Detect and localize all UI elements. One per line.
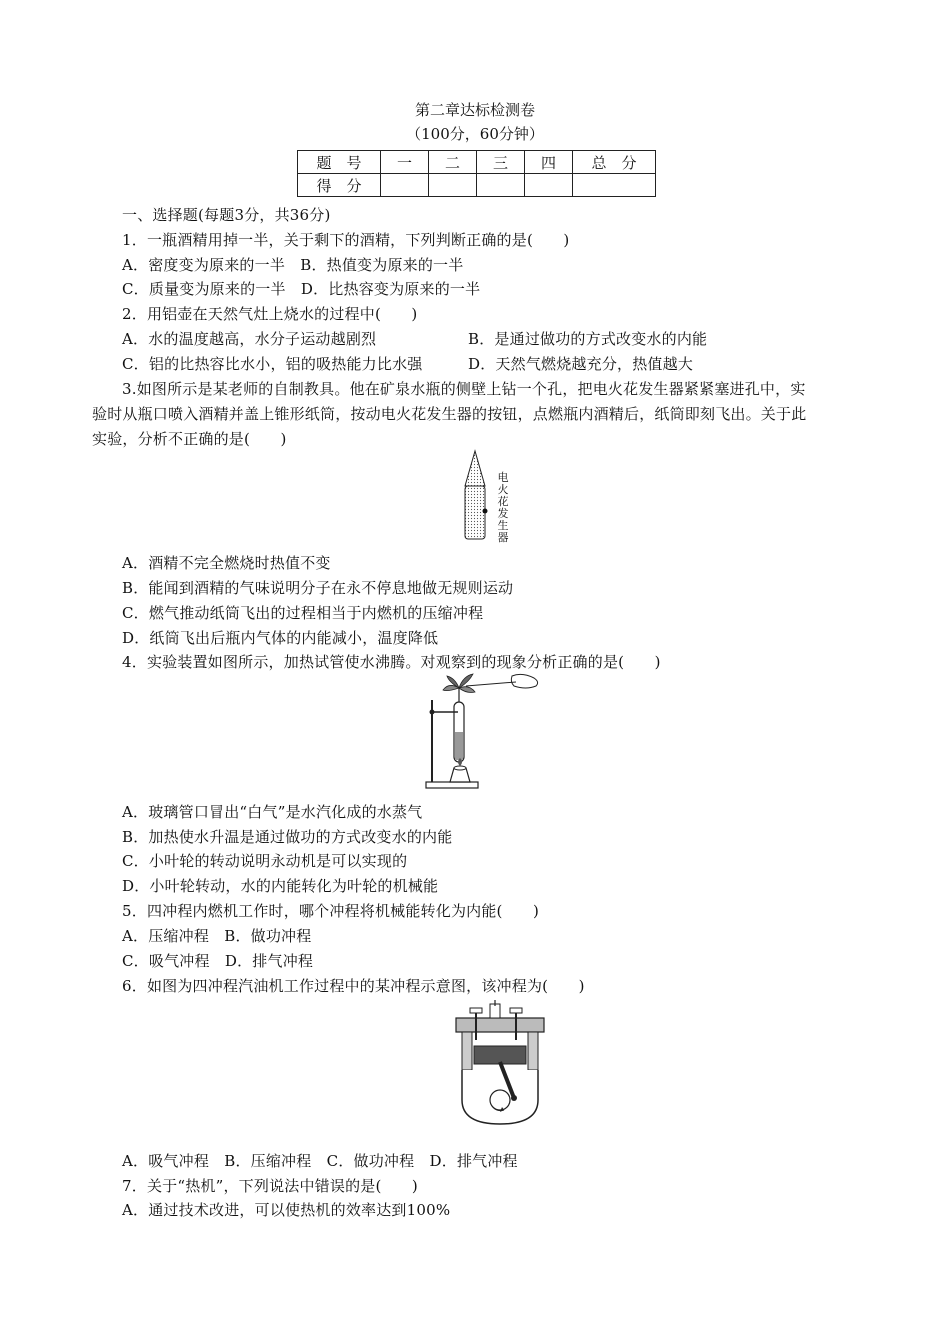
question-1-options-ab: A．密度变为原来的一半 B．热值变为原来的一半: [122, 256, 464, 274]
question-2-stem: 2．用铝壶在天然气灶上烧水的过程中( ): [122, 305, 418, 323]
test-tube-apparatus-figure: [418, 670, 548, 792]
section-title: 一、选择题(每题3分，共36分): [122, 206, 331, 224]
label-char: 生: [497, 519, 509, 532]
question-5-options-ab: A．压缩冲程 B．做功冲程: [122, 927, 312, 945]
label-char: 器: [497, 531, 509, 544]
score-table-cell: 四: [525, 151, 573, 174]
question-3-option-a: A．酒精不完全燃烧时热值不变: [122, 554, 331, 572]
question-3-option-b: B．能闻到酒精的气味说明分子在永不停息地做无规则运动: [122, 579, 514, 597]
score-input-cell[interactable]: [573, 174, 656, 197]
score-input-cell[interactable]: [525, 174, 573, 197]
score-table: [297, 150, 656, 197]
question-4-stem: 4．实验装置如图所示，加热试管使水沸腾。对观察到的现象分析正确的是( ): [122, 653, 661, 671]
score-table-cell: 总 分: [573, 151, 656, 174]
question-5-options-cd: C．吸气冲程 D．排气冲程: [122, 952, 314, 970]
score-input-cell[interactable]: [477, 174, 525, 197]
question-4-option-c: C．小叶轮的转动说明永动机是可以实现的: [122, 852, 408, 870]
score-table-score-row: [298, 174, 656, 197]
bottle-shape: [465, 486, 485, 539]
paper-cone-shape: [465, 451, 485, 486]
score-table-header-row: [298, 151, 656, 174]
question-1-options-cd: C．质量变为原来的一半 D．比热容变为原来的一半: [122, 280, 481, 298]
question-2-option-b: B．是通过做功的方式改变水的内能: [468, 330, 708, 348]
question-3-stem-line1: 3.如图所示是某老师的自制教具。他在矿泉水瓶的侧壁上钻一个孔，把电火花发生器紧紧塞进孔中，实: [122, 380, 806, 398]
label-char: 火: [497, 483, 509, 496]
question-3-option-c: C．燃气推动纸筒飞出的过程相当于内燃机的压缩冲程: [122, 604, 484, 622]
question-6-stem: 6．如图为四冲程汽油机工作过程中的某冲程示意图，该冲程为( ): [122, 977, 585, 995]
question-1-stem: 1．一瓶酒精用掉一半，关于剩下的酒精，下列判断正确的是( ): [122, 231, 570, 249]
score-input-cell[interactable]: [381, 174, 429, 197]
question-5-stem: 5．四冲程内燃机工作时，哪个冲程将机械能转化为内能( ): [122, 902, 540, 920]
bottle-spark-figure: [455, 448, 525, 548]
score-table-cell: 三: [477, 151, 525, 174]
score-input-cell[interactable]: [429, 174, 477, 197]
question-4-option-d: D．小叶轮转动，水的内能转化为叶轮的机械能: [122, 877, 439, 895]
question-2-option-d: D．天然气燃烧越充分，热值越大: [468, 355, 694, 373]
score-table-cell: 得 分: [298, 174, 381, 197]
spark-generator-dot: [483, 509, 488, 514]
label-char: 电: [497, 471, 509, 484]
score-table-cell: 二: [429, 151, 477, 174]
question-3-stem-line2: 验时从瓶口喷入酒精并盖上锥形纸筒，按动电火花发生器的按钮，点燃瓶内酒精后，纸筒即刻飞出。关于此: [92, 405, 807, 423]
question-2-option-a: A．水的温度越高，水分子运动越剧烈: [122, 330, 377, 348]
page-title: 第二章达标检测卷: [414, 101, 535, 119]
label-char: 花: [497, 495, 509, 508]
question-3-option-d: D．纸筒飞出后瓶内气体的内能减小，温度降低: [122, 629, 439, 647]
question-4-option-b: B．加热使水升温是通过做功的方式改变水的内能: [122, 828, 453, 846]
page-subtitle: （100分，60分钟）: [406, 125, 544, 143]
question-4-option-a: A．玻璃管口冒出“白气”是水汽化成的水蒸气: [122, 803, 423, 821]
question-7-stem: 7．关于“热机”，下列说法中错误的是( ): [122, 1177, 418, 1195]
question-3-stem-line3: 实验，分析不正确的是( ): [92, 430, 287, 448]
question-7-option-a: A．通过技术改进，可以使热机的效率达到100%: [122, 1201, 451, 1219]
question-2-option-c: C．铝的比热容比水小，铝的吸热能力比水强: [122, 355, 423, 373]
engine-cylinder-figure: [452, 1000, 548, 1130]
label-char: 发: [497, 507, 509, 520]
spark-generator-label: [496, 472, 510, 544]
score-table-cell: 一: [381, 151, 429, 174]
question-6-options: A．吸气冲程 B．压缩冲程 C．做功冲程 D．排气冲程: [122, 1152, 518, 1170]
score-table-cell: 题 号: [298, 151, 381, 174]
